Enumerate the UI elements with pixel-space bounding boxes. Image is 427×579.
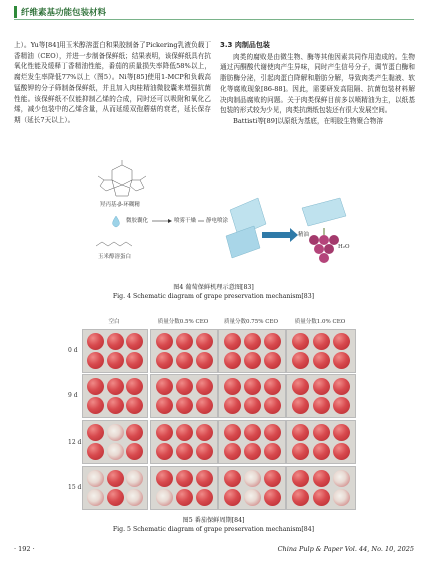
tomato-photo [264,424,281,441]
right-paragraph-2: Battisti等[89]以原纸为基底，在明胶生物聚合物溶 [233,116,383,125]
tomato-photo [264,352,281,369]
tomato-photo [333,378,350,395]
tomato-photo [224,333,241,350]
photo-panel [218,329,286,373]
tomato-photo [156,352,173,369]
tomato-photo [87,352,104,369]
tomato-photo [126,424,143,441]
tomato-photo [156,378,173,395]
column-header-075: 质量分数0.75% CEO [224,319,278,325]
tomato-photo [107,333,124,350]
tomato-photo [333,333,350,350]
tomato-photo [264,378,281,395]
tomato-photo [313,397,330,414]
tomato-photo [292,424,309,441]
tomato-photo [333,424,350,441]
tomato-photo [224,489,241,506]
tomato-photo [244,333,261,350]
tomato-photo [156,333,173,350]
tomato-photo [333,470,350,487]
journal-citation: China Pulp & Paper Vol. 44, No. 10, 2025 [277,545,414,553]
tomato-photo [126,378,143,395]
tomato-photo [264,470,281,487]
tomato-photo [126,397,143,414]
tomato-photo [176,333,193,350]
tomato-photo [292,470,309,487]
tomato-photo [107,489,124,506]
tomato-photo [87,397,104,414]
tomato-photo [87,378,104,395]
column-header-blank: 空白 [108,319,120,325]
tomato-photo [176,470,193,487]
tomato-photo [107,378,124,395]
tomato-photo [264,333,281,350]
photo-panel [286,374,356,418]
tomato-photo [244,352,261,369]
right-column [220,40,415,127]
row-label-15d: 15 d [68,484,82,491]
photo-panel [82,466,148,510]
tomato-photo [176,443,193,460]
photo-panel [150,374,218,418]
header-rule [14,19,414,20]
tomato-photo [176,397,193,414]
left-paragraph-1: 上）。Yu等[84]用玉米醇溶蛋白和果胶制备了Pickering乳液负载丁香精油（CEO），并进一步制备保鲜纸；结果表明，该保鲜纸具有抗氧化性能及缓释丁香精油性能，番茄的质量损失率降低58%以上，腐烂发生率降低77%以上（图5）。Ni等[85]使用1-MCP和负载高锰酸钾的分子筛制备保鲜纸，并且加入肉桂精油微胶囊来增强抗菌性能。该保鲜纸不仅能抑制乙烯的合成，同时还可以吸附和氧化乙烯，减少包装中的乙烯含量，从而延缓双孢蘑菇的衰老，延长保存期（延长7天以上）。 [14,41,211,124]
left-column [14,40,211,126]
photo-panel [82,329,148,373]
tomato-photo [176,489,193,506]
tomato-photo [292,352,309,369]
cyclodextrin-label: 羟丙基-β-环糊精 [100,202,140,208]
section-subhead: 3.3 肉制品包装 [220,41,270,49]
grape-cluster-icon [309,228,339,263]
column-header-10: 质量分数1.0% CEO [294,319,346,325]
running-header [14,6,414,20]
tomato-photo [224,424,241,441]
tomato-photo [107,352,124,369]
figure-5-photo-grid [68,317,356,509]
spray-dry-label: 喷雾干燥 [174,218,197,224]
tomato-photo [126,470,143,487]
paper-sheet-3 [302,198,346,226]
tomato-photo [107,397,124,414]
photo-panel [82,374,148,418]
tomato-photo [156,489,173,506]
photo-panel [218,466,286,510]
tomato-photo [292,443,309,460]
tomato-photo [224,352,241,369]
figure-4-caption-en: Fig. 4 Schematic diagram of grape preservation mechanism[83] [112,293,315,300]
tomato-photo [333,443,350,460]
tomato-photo [196,333,213,350]
photo-panel [150,420,218,464]
tomato-photo [156,424,173,441]
tomato-photo [244,470,261,487]
tomato-photo [156,443,173,460]
photo-panel [150,466,218,510]
tomato-photo [292,397,309,414]
tomato-photo [156,470,173,487]
row-label-9d: 9 d [68,392,78,399]
photo-panel [286,420,356,464]
tomato-photo [176,424,193,441]
tomato-photo [292,378,309,395]
tomato-photo [333,397,350,414]
tomato-photo [87,333,104,350]
tomato-photo [196,489,213,506]
zein-label: 玉米醇溶蛋白 [98,254,132,260]
tomato-photo [87,443,104,460]
tomato-photo [313,424,330,441]
tomato-photo [87,489,104,506]
tomato-photo [126,443,143,460]
tomato-photo [156,397,173,414]
oil-label: 精油 [298,232,310,238]
figure-5-caption-en: Fig. 5 Schematic diagram of grape preservation mechanism[84] [112,526,315,533]
tomato-photo [333,352,350,369]
tomato-photo [126,352,143,369]
cyclodextrin-structure [98,160,146,196]
tomato-photo [313,443,330,460]
tomato-photo [313,470,330,487]
tomato-photo [244,489,261,506]
tomato-photo [176,352,193,369]
big-arrow [262,228,298,242]
figure-5-caption-cn: 图5 番茄保鲜周期[84] [182,517,245,524]
tomato-photo [196,470,213,487]
tomato-photo [87,424,104,441]
tomato-photo [126,489,143,506]
tomato-photo [244,443,261,460]
tomato-photo [244,397,261,414]
tomato-photo [107,443,124,460]
tomato-photo [107,470,124,487]
tomato-photo [224,470,241,487]
microencap-label: 微胶囊化 [126,218,149,224]
electrospray-label: 静电喷涂 [206,218,229,224]
tomato-photo [196,443,213,460]
tomato-photo [224,443,241,460]
column-header-05: 质量分数0.5% CEO [157,319,209,325]
tomato-photo [196,352,213,369]
zein-chain [96,242,132,246]
row-label-0d: 0 d [68,347,78,354]
tomato-photo [264,489,281,506]
row-label-12d: 12 d [68,439,82,446]
tomato-photo [333,489,350,506]
tomato-photo [107,424,124,441]
photo-panel [218,374,286,418]
photo-panel [82,420,148,464]
tomato-photo [292,333,309,350]
header-accent-bar [14,6,17,18]
photo-panel [286,466,356,510]
tomato-photo [244,378,261,395]
tomato-photo [292,489,309,506]
page-number: · 192 · [14,545,35,553]
photo-panel [218,420,286,464]
tomato-photo [244,424,261,441]
figure-4-schematic [90,158,350,276]
tomato-photo [313,489,330,506]
tomato-photo [264,443,281,460]
photo-panel [286,329,356,373]
tomato-photo [264,397,281,414]
tomato-photo [196,397,213,414]
tomato-photo [313,378,330,395]
header-title: 纤维素基功能包装材料 [21,8,107,18]
tomato-photo [196,424,213,441]
water-label: H₂O [338,244,350,250]
arrow-head-1 [168,219,172,223]
right-paragraph-1: 肉类的腐败是由微生物、酶等其他因素共同作用造成的。生物通过丙酮酸代谢使肉产生异味，同时产生信号分子，调节蛋白酶和脂肪酶分泌，引起肉蛋白降解和脂肪分解，导致肉类产生黏液、软化等腐败现象[86-88]。因此，需要研发高阻隔、抗菌包装材料解决肉制品腐败的问题。关于肉类保鲜目前多以喷精油为主，以纸基包装的形式较为少见，肉类抗菌纸包装还有很大发展空间。 [220,52,415,115]
tomato-photo [313,333,330,350]
tomato-photo [176,378,193,395]
tomato-photo [313,352,330,369]
tomato-photo [196,378,213,395]
tomato-photo [87,470,104,487]
photo-panel [150,329,218,373]
tomato-photo [224,378,241,395]
tomato-photo [126,333,143,350]
droplet-icon [113,216,120,227]
figure-4-caption-cn: 图4 葡萄保鲜机理示意图[83] [173,284,254,291]
paper-sheet-2 [226,226,260,258]
tomato-photo [224,397,241,414]
